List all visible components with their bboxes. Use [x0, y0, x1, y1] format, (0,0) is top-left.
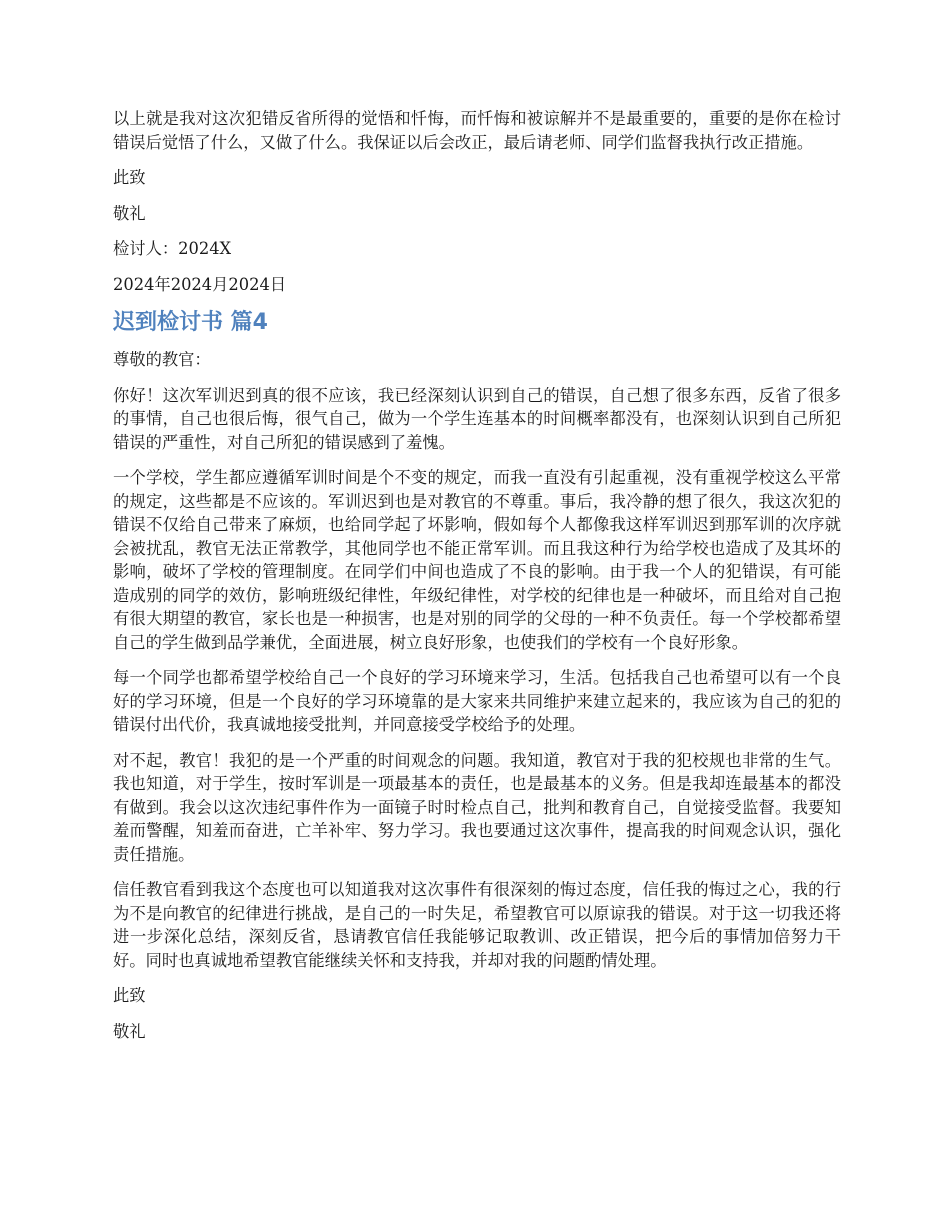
document-page [113, 107, 841, 1055]
paragraph: 以上就是我对这次犯错反省所得的觉悟和忏悔，而忏悔和被谅解并不是最重要的，重要的是你在检讨错误后觉悟了什么，又做了什么。我保证以后会改正，最后请老师、同学们监督我执行改正措施。 [113, 109, 841, 152]
paragraph: 一个学校，学生都应遵循军训时间是个不变的规定，而我一直没有引起重视，没有重视学校这么平常的规定，这些都是不应该的。军训迟到也是对教官的不尊重。事后，我冷静的想了很久，我这次犯的错误不仅给自己带来了麻烦，也给同学起了坏影响，假如每个人都像我这样军训迟到那军训的次序就会被扰乱，教官无法正常教学，其他同学也不能正常军训。而且我这种行为给学校也造成了及其坏的影响，破坏了学校的管理制度。在同学们中间也造成了不良的影响。由于我一个人的犯错误，有可能造成别的同学的效仿，影响班级纪律性，年级纪律性，对学校的纪律也是一种破坏，而且给对自己抱有很大期望的教官，家长也是一种损害，也是对别的同学的父母的一种不负责任。每一个学校都希望自己的学生做到品学兼优，全面进展，树立良好形象，也使我们的学校有一个良好形象。 [113, 468, 841, 652]
paragraph: 信任教官看到我这个态度也可以知道我对这次事件有很深刻的悔过态度，信任我的悔过之心，我的行为不是向教官的纪律进行挑战，是自己的一时失足，希望教官可以原谅我的错误。对于这一切我还将进一步深化总结，深刻反省，恳请教官信任我能够记取教训、改正错误，把今后的事情加倍努力干好。同时也真诚地希望教官能继续关怀和支持我，并却对我的问题酌情处理。 [113, 880, 841, 970]
closing-line: 此致 [113, 986, 146, 1005]
section-heading: 迟到检讨书 篇4 [113, 310, 268, 335]
paragraph: 每一个同学也都希望学校给自己一个良好的学习环境来学习，生活。包括我自己也希望可以有一个良好的学习环境，但是一个良好的学习环境靠的是大家来共同维护来建立起来的，我应该为自己的犯的错误付出代价，我真诚地接受批判，并同意接受学校给予的处理。 [113, 668, 841, 734]
regards-line: 敬礼 [113, 1021, 146, 1041]
regards-line: 敬礼 [113, 203, 146, 223]
date-line: 2024年2024月2024日 [113, 274, 287, 294]
paragraph: 你好！这次军训迟到真的很不应该，我已经深刻认识到自己的错误，自己想了很多东西，反省了很多的事情，自己也很后悔，很气自己，做为一个学生连基本的时间概率都没有，也深刻认识到自己所犯错误的严重性，对自己所犯的错误感到了羞愧。 [113, 385, 841, 452]
signature-line: 检讨人：2024X [113, 239, 232, 258]
paragraph: 对不起，教官！我犯的是一个严重的时间观念的问题。我知道，教官对于我的犯校规也非常的生气。我也知道，对于学生，按时军训是一项最基本的责任，也是最基本的义务。但是我却连最基本的都没有做到。我会以这次违纪事件作为一面镜子时时检点自己，批判和教育自己，自觉接受监督。我要知羞而警醒，知羞而奋进，亡羊补牢、努力学习。我也要通过这次事件，提高我的时间观念认识，强化责任措施。 [113, 750, 841, 864]
salutation: 尊敬的教官： [113, 350, 211, 369]
closing-line: 此致 [113, 168, 146, 187]
